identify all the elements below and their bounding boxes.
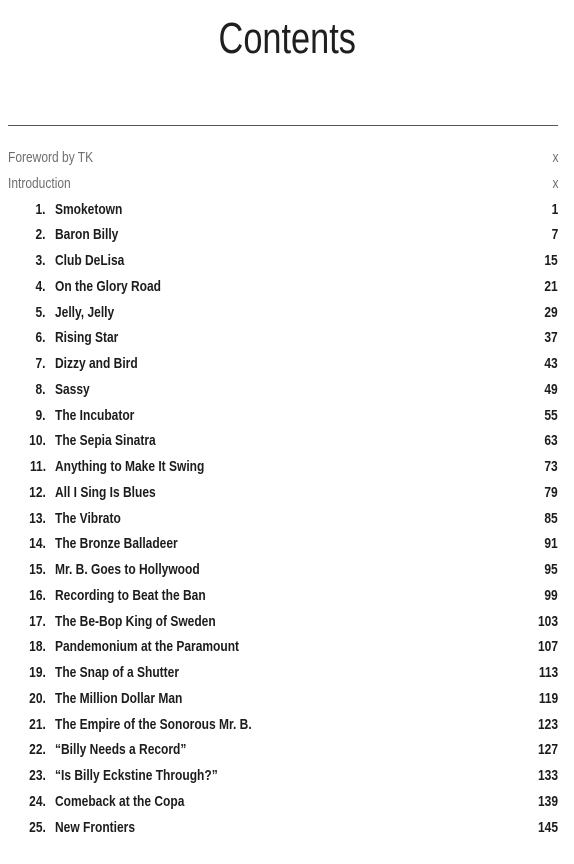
front-matter-entry[interactable]: [0, 171, 574, 197]
chapter-entry[interactable]: [0, 506, 574, 532]
chapter-page-number: 73: [544, 458, 558, 475]
chapter-title: The Vibrato: [55, 509, 121, 527]
chapter-number: 3.: [35, 252, 46, 269]
chapter-title: The Empire of the Sonorous Mr. B.: [55, 715, 252, 733]
chapter-entry[interactable]: [0, 763, 574, 789]
chapter-entry[interactable]: [0, 351, 574, 377]
chapter-entry[interactable]: [0, 377, 574, 403]
chapter-title: Sassy: [55, 380, 90, 398]
chapter-title: Jelly, Jelly: [55, 303, 115, 321]
chapter-entry[interactable]: [0, 222, 574, 248]
chapter-title: Rising Star: [55, 329, 119, 347]
chapter-number: 15.: [29, 561, 46, 578]
chapter-page-number: 7: [551, 226, 558, 244]
chapter-number: 11.: [29, 458, 46, 475]
chapter-page-number: 99: [544, 586, 558, 604]
chapter-entry[interactable]: [0, 197, 574, 223]
chapter-entry[interactable]: [0, 737, 574, 763]
chapter-page-number: 21: [544, 277, 558, 295]
entry-page-number: x: [552, 174, 558, 192]
chapter-page-number: 15: [544, 252, 558, 269]
chapter-title: Recording to Beat the Ban: [55, 586, 206, 604]
chapter-number: 23.: [29, 767, 46, 784]
chapter-entry[interactable]: [0, 686, 574, 712]
chapter-number: 22.: [29, 741, 46, 759]
chapter-number: 7.: [35, 355, 46, 372]
chapter-number: 10.: [29, 432, 46, 450]
chapter-title: The Bronze Balladeer: [55, 535, 178, 553]
chapter-entry[interactable]: [0, 583, 574, 609]
chapter-title: New Frontiers: [55, 818, 136, 836]
chapter-page-number: 145: [537, 818, 558, 836]
chapter-title: The Sepia Sinatra: [55, 432, 156, 450]
page-title: Contents: [218, 14, 356, 63]
chapter-title: The Million Dollar Man: [55, 689, 183, 707]
chapter-title: The Snap of a Shutter: [55, 664, 180, 681]
chapter-entry[interactable]: [0, 454, 574, 480]
entry-title: Foreword by TK: [8, 149, 94, 166]
chapter-page-number: 123: [537, 715, 558, 733]
chapter-page-number: 1: [551, 200, 558, 218]
chapter-entry[interactable]: [0, 248, 574, 274]
chapter-entry[interactable]: [0, 403, 574, 429]
chapter-page-number: 139: [537, 792, 558, 810]
chapter-title: All I Sing Is Blues: [55, 483, 156, 501]
chapter-page-number: 79: [544, 483, 558, 501]
chapter-title: The Incubator: [55, 406, 135, 424]
chapter-title: Anything to Make It Swing: [55, 458, 205, 475]
chapter-entry[interactable]: [0, 660, 574, 686]
chapter-number: 4.: [35, 277, 46, 295]
chapter-entry[interactable]: [0, 712, 574, 738]
chapter-entry[interactable]: [0, 325, 574, 351]
chapter-title: Pandemonium at the Paramount: [55, 638, 240, 656]
chapter-number: 14.: [29, 535, 46, 553]
chapter-entry[interactable]: [0, 609, 574, 635]
chapter-entry[interactable]: [0, 634, 574, 660]
chapter-entry[interactable]: [0, 300, 574, 326]
title-divider: [8, 125, 558, 126]
chapter-page-number: 91: [544, 535, 558, 553]
chapter-title: Dizzy and Bird: [55, 355, 138, 372]
chapter-number: 9.: [35, 406, 46, 424]
chapter-number: 20.: [29, 689, 46, 707]
chapter-page-number: 49: [544, 380, 558, 398]
chapter-number: 12.: [29, 483, 46, 501]
chapter-page-number: 29: [544, 303, 558, 321]
chapter-title: Baron Billy: [55, 226, 119, 244]
chapter-entry[interactable]: [0, 428, 574, 454]
chapter-title: “Is Billy Eckstine Through?”: [55, 767, 218, 784]
chapter-page-number: 107: [537, 638, 558, 656]
chapter-title: On the Glory Road: [55, 277, 162, 295]
chapter-entry[interactable]: [0, 274, 574, 300]
chapter-page-number: 63: [544, 432, 558, 450]
chapter-page-number: 127: [537, 741, 558, 759]
chapter-number: 19.: [29, 664, 46, 681]
chapter-page-number: 103: [537, 612, 558, 630]
front-matter-entry[interactable]: [0, 145, 574, 171]
chapter-title: The Be-Bop King of Sweden: [55, 612, 216, 630]
chapter-entry[interactable]: [0, 815, 574, 841]
chapter-page-number: 55: [544, 406, 558, 424]
chapter-page-number: 119: [538, 689, 558, 707]
chapter-number: 13.: [29, 509, 46, 527]
chapter-title: “Billy Needs a Record”: [55, 741, 187, 759]
chapter-number: 1.: [35, 200, 46, 218]
chapter-entry[interactable]: [0, 557, 574, 583]
chapter-number: 5.: [35, 303, 46, 321]
table-of-contents: [0, 145, 574, 840]
chapter-page-number: 85: [544, 509, 558, 527]
chapter-entry[interactable]: [0, 531, 574, 557]
chapter-entry[interactable]: [0, 480, 574, 506]
chapter-entry[interactable]: [0, 789, 574, 815]
chapter-number: 24.: [29, 792, 46, 810]
chapter-page-number: 43: [544, 355, 558, 372]
chapter-number: 16.: [29, 586, 46, 604]
chapter-number: 18.: [29, 638, 46, 656]
chapter-number: 17.: [29, 612, 46, 630]
entry-title: Introduction: [8, 174, 71, 192]
chapter-page-number: 37: [544, 329, 558, 347]
chapter-page-number: 95: [544, 561, 558, 578]
chapter-number: 8.: [35, 380, 46, 398]
chapter-number: 2.: [35, 226, 46, 244]
chapter-number: 21.: [29, 715, 46, 733]
chapter-page-number: 113: [538, 664, 558, 681]
chapter-title: Comeback at the Copa: [55, 792, 185, 810]
chapter-title: Club DeLisa: [55, 252, 125, 269]
chapter-title: Mr. B. Goes to Hollywood: [55, 561, 200, 578]
chapter-number: 25.: [29, 818, 46, 836]
entry-page-number: x: [552, 149, 558, 166]
chapter-page-number: 133: [537, 767, 558, 784]
chapter-number: 6.: [35, 329, 46, 347]
chapter-title: Smoketown: [55, 200, 123, 218]
